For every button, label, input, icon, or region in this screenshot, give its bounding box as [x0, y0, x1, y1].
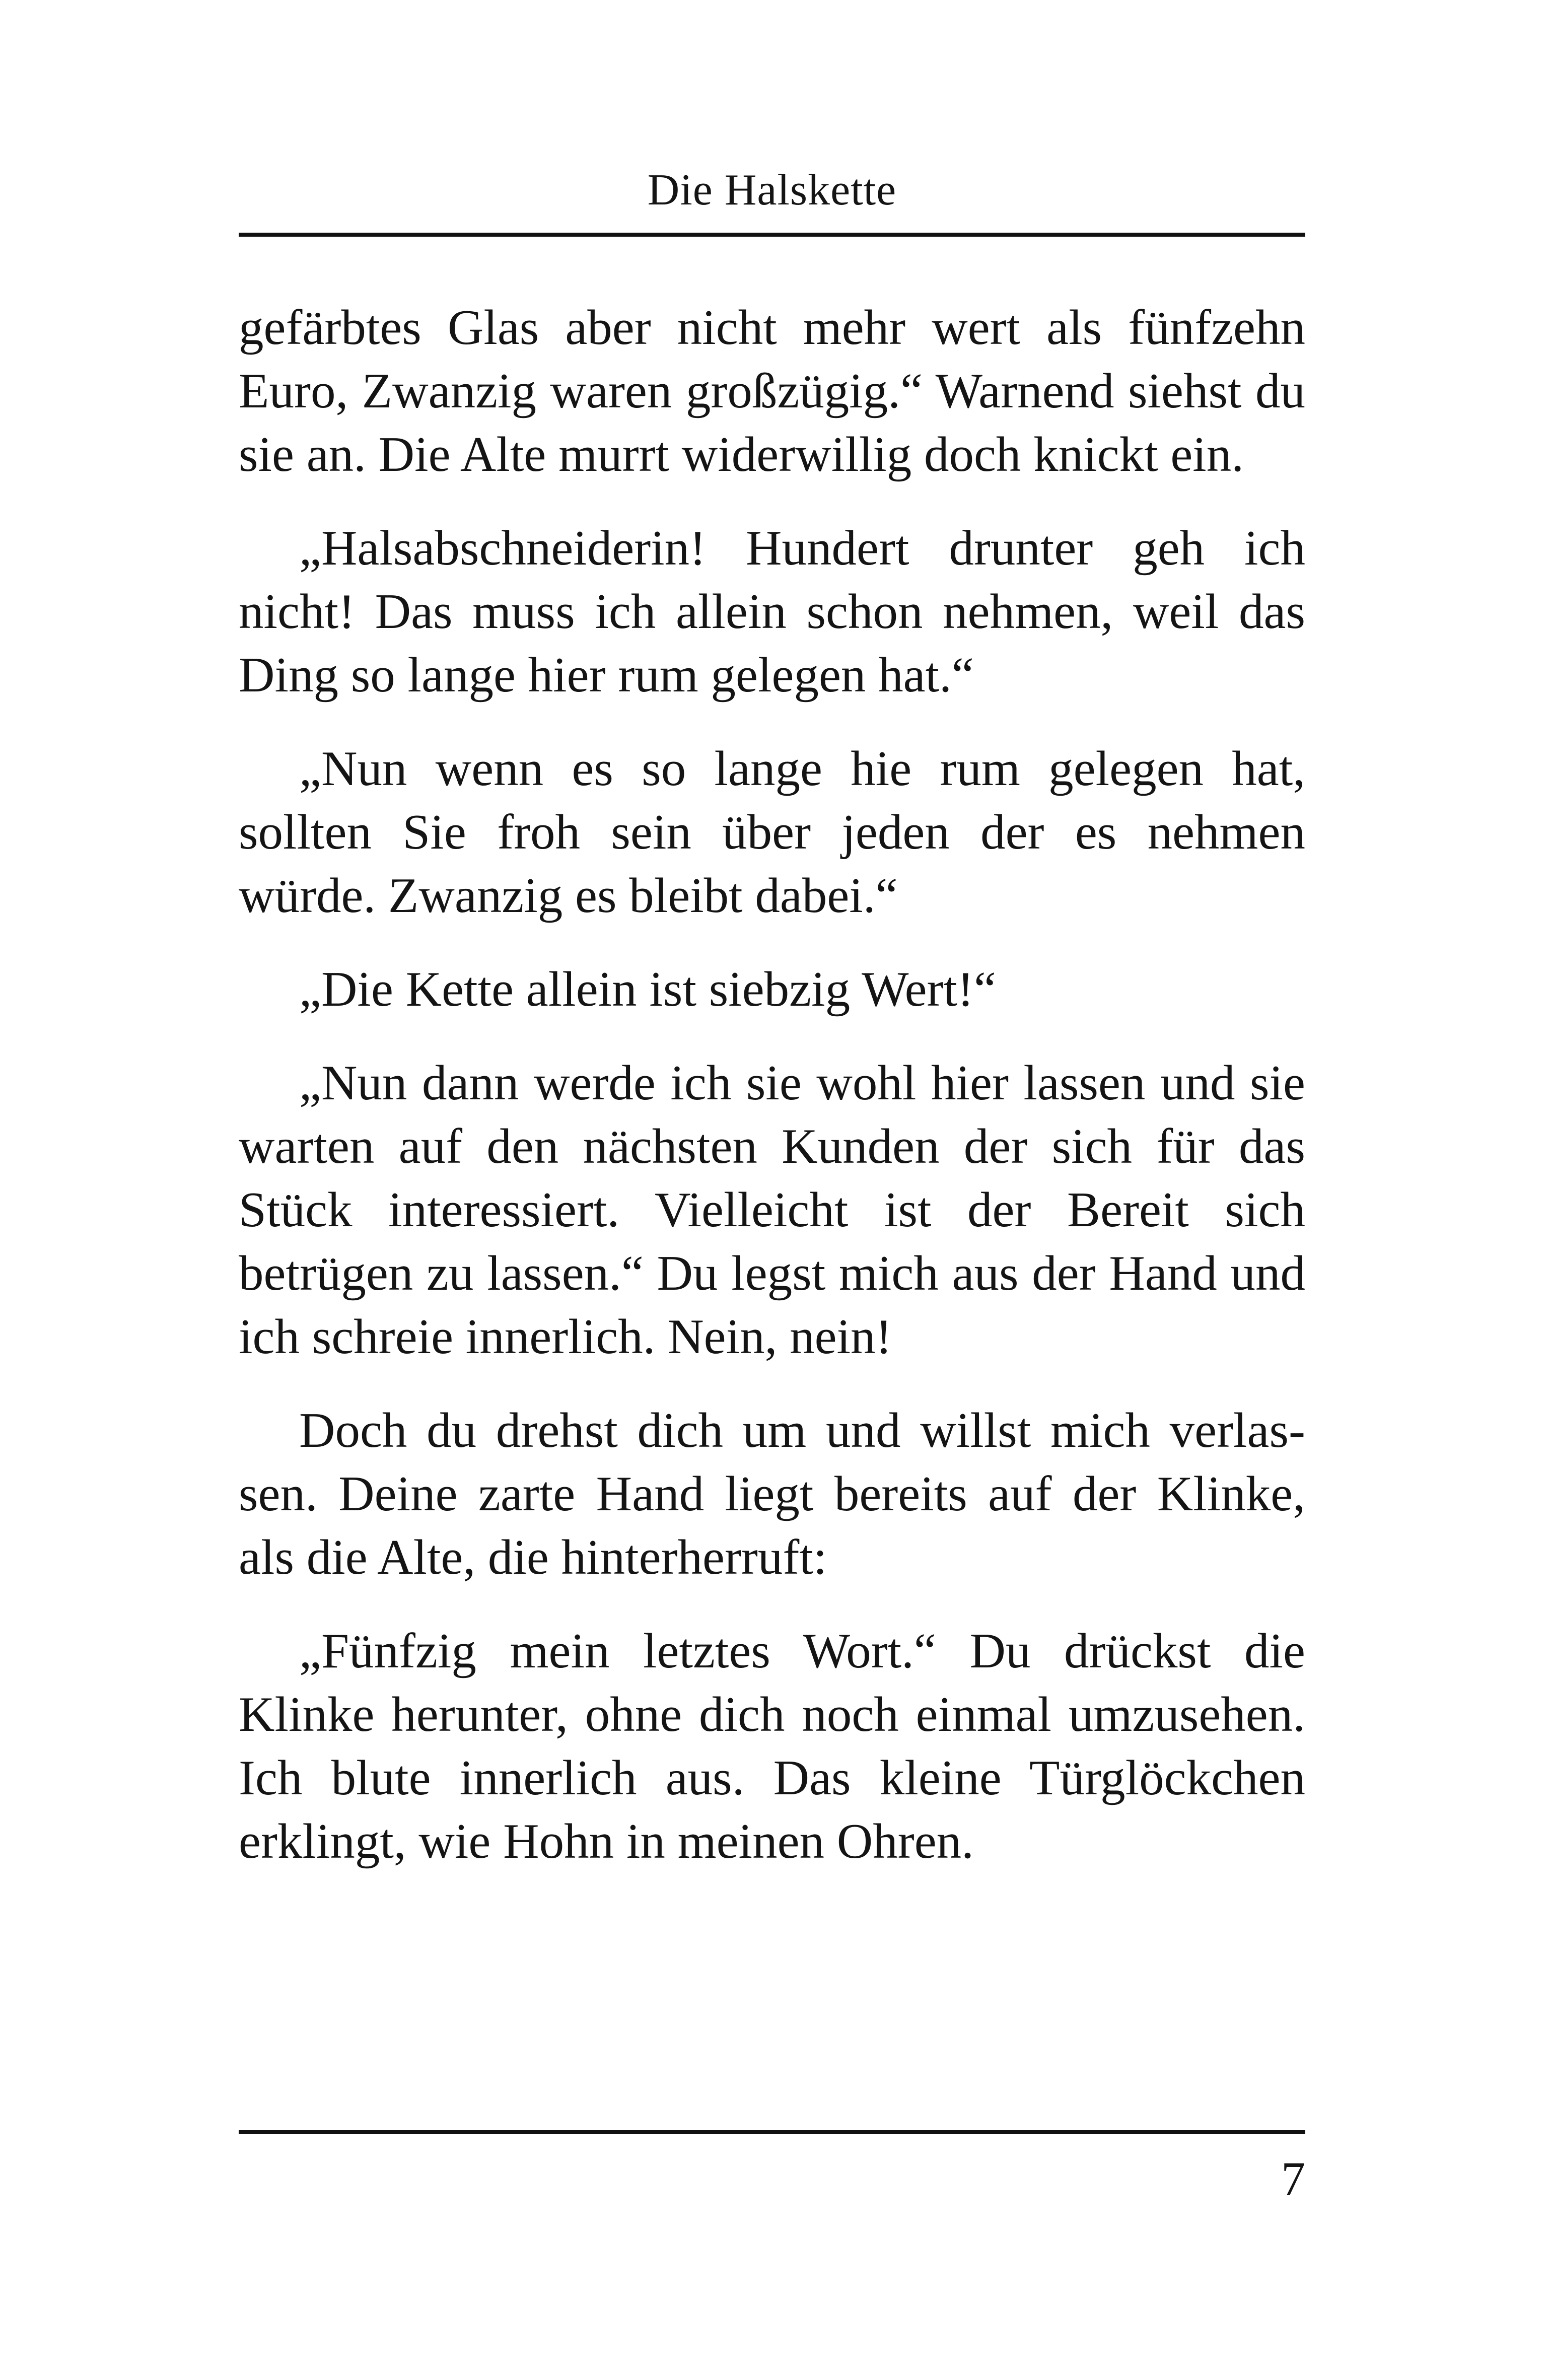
- paragraph-1: gefärbtes Glas aber nicht mehr wert als fünfzehn Euro, Zwanzig waren großzügig.“ Warnend siehst du sie an. Die Alte murrt widerwillig doch knickt ein.: [239, 300, 1305, 482]
- paragraph-7: „Fünfzig mein letztes Wort.“ Du drückst die Klinke herunter, ohne dich noch einmal umzusehen. Ich blute innerlich aus. Das kleine Türglöckchen erklingt, wie Hohn in meinen Ohren.: [239, 1624, 1305, 1869]
- footer-rule: [239, 2130, 1305, 2134]
- running-header-title: Die Halskette: [647, 166, 897, 215]
- paragraph-5: „Nun dann werde ich sie wohl hier lassen und sie warten auf den nächsten Kunden der sich für das Stück interessiert. Vielleicht ist der Bereit sich betrügen zu lassen.“ Du legst mich aus der Hand und ich schreie innerlich. Nein, nein!: [239, 1056, 1305, 1364]
- paragraph-3: „Nun wenn es so lange hie rum gelegen hat, sollten Sie froh sein über jeden der es nehmen würde. Zwanzig es bleibt dabei.“: [239, 741, 1305, 923]
- header-rule: [239, 233, 1305, 237]
- page-body: [239, 296, 1305, 1904]
- page-number: 7: [1281, 2152, 1305, 2206]
- paragraph-2: „Halsabschneiderin! Hundert drunter geh ich nicht! Das muss ich allein schon nehmen, weil das Ding so lange hier rum gelegen hat.“: [239, 521, 1305, 703]
- paragraph-6: Doch du drehst dich um und willst mich verlassen. Deine zarte Hand liegt bereits auf der Klinke, als die Alte, die hinterherruft:: [239, 1403, 1305, 1585]
- paragraph-4: „Die Kette allein ist siebzig Wert!“: [299, 962, 996, 1017]
